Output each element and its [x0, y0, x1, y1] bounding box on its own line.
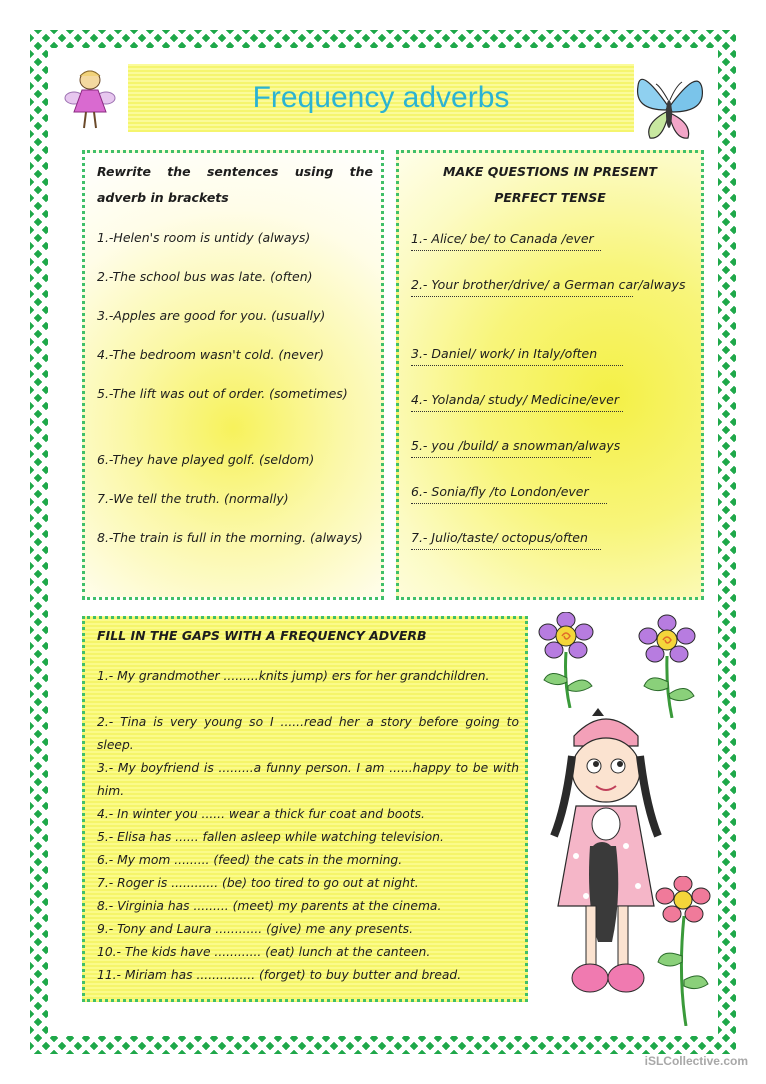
list-item: [411, 434, 691, 458]
list-item: [411, 526, 691, 550]
list-item: 1.-Helen's room is untidy (always): [97, 230, 311, 245]
list-item: [411, 273, 691, 297]
list-item: 3.-Apples are good for you. (usually): [97, 308, 326, 323]
watermark: iSLCollective.com: [644, 1054, 748, 1068]
purple-flower-icon: [536, 612, 596, 708]
answer-line[interactable]: [411, 501, 607, 504]
butterfly-clipart-icon: [630, 66, 708, 146]
list-item: 8.- Virginia has ......... (meet) my parents at the cinema.: [97, 899, 442, 913]
list-item: [411, 480, 691, 504]
list-item: 7.-We tell the truth. (normally): [97, 491, 289, 506]
list-item: 6.- My mom ......... (feed) the cats in the morning.: [97, 853, 403, 867]
question-text: 3.- Daniel/ work/ in Italy/often: [411, 346, 598, 361]
list-item: [411, 227, 691, 251]
list-item: 6.-They have played golf. (seldom): [97, 452, 315, 467]
answer-line[interactable]: [411, 363, 623, 366]
answer-line[interactable]: [411, 248, 601, 251]
question-text: 4.- Yolanda/ study/ Medicine/ever: [411, 392, 619, 407]
section-c-heading: FILL IN THE GAPS WITH A FREQUENCY ADVERB: [97, 628, 427, 643]
list-item: 4.-The bedroom wasn't cold. (never): [97, 347, 324, 362]
list-item: 2.-The school bus was late. (often): [97, 269, 313, 284]
fill-gaps-panel: [82, 616, 528, 1002]
section-b-heading: MAKE QUESTIONS IN PRESENT PERFECT TENSE: [443, 164, 657, 205]
answer-line[interactable]: [411, 294, 633, 297]
rewrite-sentences-panel: [82, 150, 384, 600]
list-item: 4.- In winter you ...... wear a thick fur coat and boots.: [97, 807, 425, 821]
answer-line[interactable]: [411, 409, 623, 412]
question-text: 2.- Your brother/drive/ a German car/always: [411, 277, 686, 292]
girl-with-cat-clipart-icon: [546, 706, 666, 1006]
section-a-heading: Rewrite the sentences using the adverb in brackets: [97, 164, 373, 205]
page-title: Frequency adverbs: [252, 81, 510, 114]
list-item: 7.- Roger is ............ (be) too tired to go out at night.: [97, 876, 419, 890]
list-item: 9.- Tony and Laura ............ (give) me any presents.: [97, 922, 413, 936]
list-item: 3.- My boyfriend is .........a funny person. I am ......happy to be with him.: [97, 761, 519, 798]
question-text: 1.- Alice/ be/ to Canada /ever: [411, 231, 594, 246]
list-item: 1.- My grandmother .........knits jump) ers for her grandchildren.: [97, 669, 490, 683]
list-item: 8.-The train is full in the morning. (always): [97, 530, 363, 545]
list-item: [411, 388, 691, 412]
purple-flower-icon: [636, 614, 698, 718]
list-item: 5.- Elisa has ...... fallen asleep while watching television.: [97, 830, 444, 844]
answer-line[interactable]: [411, 455, 591, 458]
list-item: 10.- The kids have ............ (eat) lunch at the canteen.: [97, 945, 431, 959]
question-text: 6.- Sonia/fly /to London/ever: [411, 484, 589, 499]
fairy-clipart-icon: [62, 66, 118, 136]
list-item: 2.- Tina is very young so I ......read her a story before going to sleep.: [97, 715, 519, 752]
list-item: 5.-The lift was out of order. (sometimes): [97, 386, 348, 401]
list-item: 11.- Miriam has ............... (forget) to buy butter and bread.: [97, 968, 462, 982]
question-text: 5.- you /build/ a snowman/always: [411, 438, 621, 453]
question-text: 7.- Julio/taste/ octopus/often: [411, 530, 588, 545]
list-item: [411, 342, 691, 366]
make-questions-panel: [396, 150, 704, 600]
title-banner: [128, 64, 634, 132]
answer-line[interactable]: [411, 547, 601, 550]
